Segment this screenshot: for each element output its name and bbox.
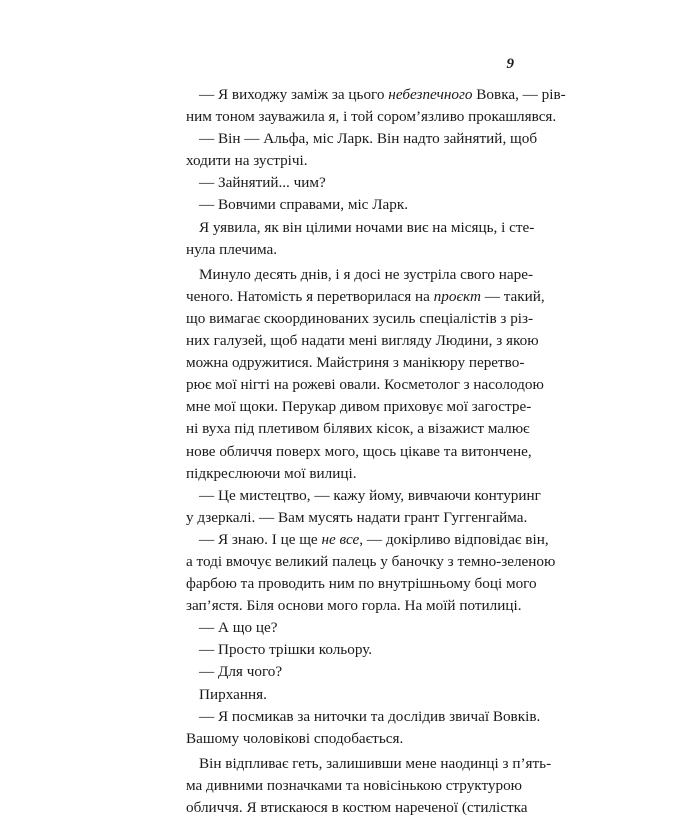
- text-line: [186, 706, 541, 728]
- text-run: Вашому чоловікові сподобається.: [186, 729, 404, 747]
- text-run: Пирхання.: [199, 685, 267, 703]
- text-line: [186, 797, 528, 819]
- text-line: [186, 485, 541, 507]
- text-run: ченого. Натомість я перетворилася на: [186, 287, 434, 305]
- text-run: нове обличчя поверх мого, щось цікаве та витончене,: [186, 442, 532, 460]
- text-line: [186, 595, 522, 617]
- text-line: [186, 106, 557, 128]
- text-run: Минуло десять днів, і я досі не зустріла свого наре-: [199, 265, 534, 283]
- text-run: Я уявила, як він цілими ночами виє на місяць, і сте-: [199, 218, 535, 236]
- text-line: [186, 330, 539, 352]
- text-line: [186, 551, 556, 573]
- italic-text: не все: [321, 530, 360, 548]
- text-run: ним тоном зауважила я, і той сором’язливо прокашлявся.: [186, 108, 557, 126]
- text-run: у дзеркалі. — Вам мусять надати грант Гуггенгайма.: [186, 508, 528, 526]
- text-line: [186, 308, 534, 330]
- text-run: а тоді вмочує великий палець у баночку з темно-зеленою: [186, 552, 556, 570]
- text-line: [186, 617, 513, 639]
- text-line: [186, 775, 523, 797]
- text-run: — Я посмикав за ниточки та дослідив звичаї Вовків.: [199, 707, 541, 725]
- text-run: рює мої нігті на рожеві овали. Косметолог з насолодою: [186, 376, 544, 394]
- text-run: підкреслюючи мої вилиці.: [186, 464, 357, 482]
- text-run: Вовка, — рів-: [472, 86, 566, 103]
- text-run: — Це мистецтво, — кажу йому, вивчаючи контуринг: [199, 486, 541, 504]
- text-body: [186, 84, 566, 819]
- page-number: 9: [506, 56, 514, 72]
- text-run: них галузей, щоб надати мені вигляду Людини, з якою: [186, 332, 539, 350]
- text-line: [186, 441, 532, 463]
- text-line: [186, 507, 528, 529]
- text-line: [186, 396, 532, 418]
- text-line: [186, 639, 513, 661]
- text-run: ні вуха під плетивом білявих кісок, а візажист малює: [186, 420, 530, 438]
- text-run: — Для чого?: [199, 663, 283, 681]
- text-run: обличчя. Я втискаюся в костюм нареченої (стилістка: [186, 799, 528, 816]
- text-line: [186, 374, 544, 396]
- text-run: — Вовчими справами, міс Ларк.: [199, 196, 409, 214]
- text-line: [186, 352, 525, 374]
- text-line: [186, 728, 513, 750]
- text-line: [186, 172, 513, 194]
- text-line: [186, 286, 545, 308]
- text-line: [186, 463, 513, 485]
- text-line: [186, 684, 513, 706]
- text-line: [186, 84, 566, 106]
- text-run: ходити на зустрічі.: [186, 152, 308, 170]
- text-run: — Він — Альфа, міс Ларк. Він надто зайнятий, щоб: [199, 130, 538, 148]
- italic-text: проєкт: [433, 287, 481, 305]
- text-line: [186, 418, 530, 440]
- text-line: [186, 194, 513, 216]
- text-run: — Я виходжу заміж за цього: [199, 86, 389, 103]
- text-run: мне мої щоки. Перукар дивом приховує мої загостре-: [186, 398, 532, 416]
- text-line: [186, 128, 538, 150]
- text-run: можна одружитися. Майстриня з манікюру перетво-: [186, 354, 525, 372]
- text-run: — такий,: [480, 287, 545, 305]
- italic-text: небезпечного: [388, 86, 473, 103]
- text-run: фарбою та проводить ним по внутрішньому боці мого: [186, 575, 537, 593]
- text-line: [186, 264, 534, 286]
- text-run: що вимагає скоординованих зусиль спеціалістів з різ-: [186, 309, 534, 327]
- text-line: [186, 529, 549, 551]
- text-line: [186, 753, 552, 775]
- text-line: [186, 239, 513, 261]
- text-run: — Я знаю. І це ще: [199, 530, 322, 548]
- text-run: ма дивними позначками та новісінькою структурою: [186, 776, 523, 794]
- text-run: нула плечима.: [186, 240, 278, 258]
- text-run: — Зайнятий... чим?: [199, 174, 326, 192]
- text-line: [186, 573, 537, 595]
- text-run: зап’ястя. Біля основи мого горла. На моїй потилиці.: [186, 597, 522, 615]
- text-run: — А що це?: [199, 619, 278, 637]
- text-line: [186, 661, 513, 683]
- text-run: , — докірливо відповідає він,: [359, 530, 549, 548]
- text-run: — Просто трішки кольору.: [199, 641, 373, 659]
- text-line: [186, 217, 535, 239]
- text-line: [186, 150, 513, 172]
- text-run: Він відпливає геть, залишивши мене наодинці з п’ять-: [199, 754, 552, 772]
